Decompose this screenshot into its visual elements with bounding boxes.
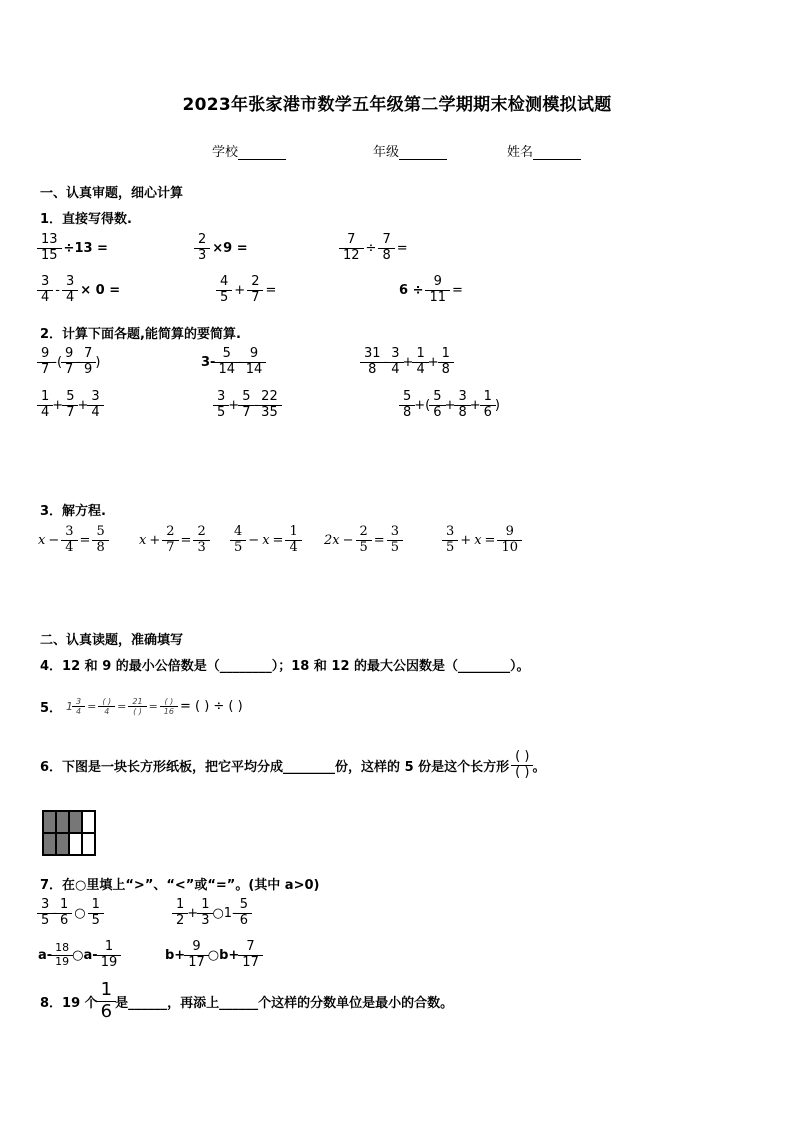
grade-field[interactable]: 年级 [373,141,447,160]
question-5: 5． 1 $\frac{3}{4}$ = ( ) 4 = 21 ( ) = ( ) 16 = ( ) ÷ ( ) [40,697,243,717]
shaded-cell [43,811,56,833]
question-4: 4．12 和 9 的最小公倍数是（________）；18 和 12 的最大公因数是（________）。 [40,659,530,674]
q2-expression: 9 7 -( 9 7 - 7 9 ) [38,347,100,378]
question-1-label: 1．直接写得数. [40,212,132,227]
shaded-cell [56,833,69,855]
q7-comparison: 3 5 - 1 6 ○ 1 5 [38,898,103,929]
q1-item: 4 5 + $\frac{2}{7}$ = [217,275,279,306]
question-7-label: 7．在○里填上“>”、“<”或“=”。(其中 a>0) [40,878,320,893]
q7-comparison: a- 18 19 ○a- 1 19 [38,940,120,971]
question-6: 6．下图是一块长方形纸板，把它平均分成________份，这样的 5 份是这个长方形 ( ) ( ) 。 [40,749,546,780]
q1-item: $\frac{7}{12}$ ÷ $\frac{7}{8}$ = [340,233,411,264]
empty-cell [69,833,82,855]
q2-expression: 5 8 +( 5 6 + 3 8 + 1 6 ) [400,390,500,421]
section-2-heading: 二、认真读题，准确填写 [40,633,184,648]
shaded-cell [56,811,69,833]
q1-item: $\frac{2}{3}$ ×9 = [195,233,251,264]
q2-expression: 1 4 + 5 7 + 3 4 [38,390,103,421]
question-2-label: 2．计算下面各题,能简算的要简算. [40,327,241,342]
shaded-cell [69,811,82,833]
name-field[interactable]: 姓名 [507,141,581,160]
q7-comparison: b+ $\frac{9}{17}$ ○b+ $\frac{7}{17}$ [165,940,262,971]
q2-expression: 3 5 + 5 7 - 22 35 [214,390,281,421]
question-8: 8．19 个 1 6 是______，再添上______个这样的分数单位是最小的合数。 [40,979,454,1022]
shaded-cell [43,833,56,855]
empty-cell [82,833,95,855]
q3-equation: 4 5 − x = $\frac{1}{4}$ [231,525,301,556]
q1-item: 3 4 - $\frac{3}{4}$ × 0 = [38,275,123,306]
q1-item: 6 ÷ $\frac{9}{11}$ = [399,274,463,305]
page-title: 2023年张家港市数学五年级第二学期期末检测模拟试题 [182,95,612,115]
section-1-heading: 一、认真审题，细心计算 [40,186,184,201]
q3-equation: 2x − $\frac{2}{5}$ = $\frac{3}{5}$ [324,525,402,556]
rectangle-figure [42,810,96,856]
q3-equation: 3 5 + x = $\frac{9}{10}$ [443,525,521,556]
q7-comparison: 1 2 + 1 3 ○1- 5 6 [173,898,251,929]
q2-expression: 31 8 - 3 4 + 1 4 + 1 8 [361,347,453,378]
q2-expression: 3- 5 14 - 9 14 [201,347,265,378]
question-3-label: 3．解方程. [40,504,106,519]
school-field[interactable]: 学校 [212,141,286,160]
empty-cell [82,811,95,833]
q3-equation: x − $\frac{3}{4}$ = $\frac{5}{8}$ [38,525,108,556]
q1-item: $\frac{13}{15}$ ÷13 = [38,233,111,264]
q3-equation: x + $\frac{2}{7}$ = $\frac{2}{3}$ [139,525,209,556]
